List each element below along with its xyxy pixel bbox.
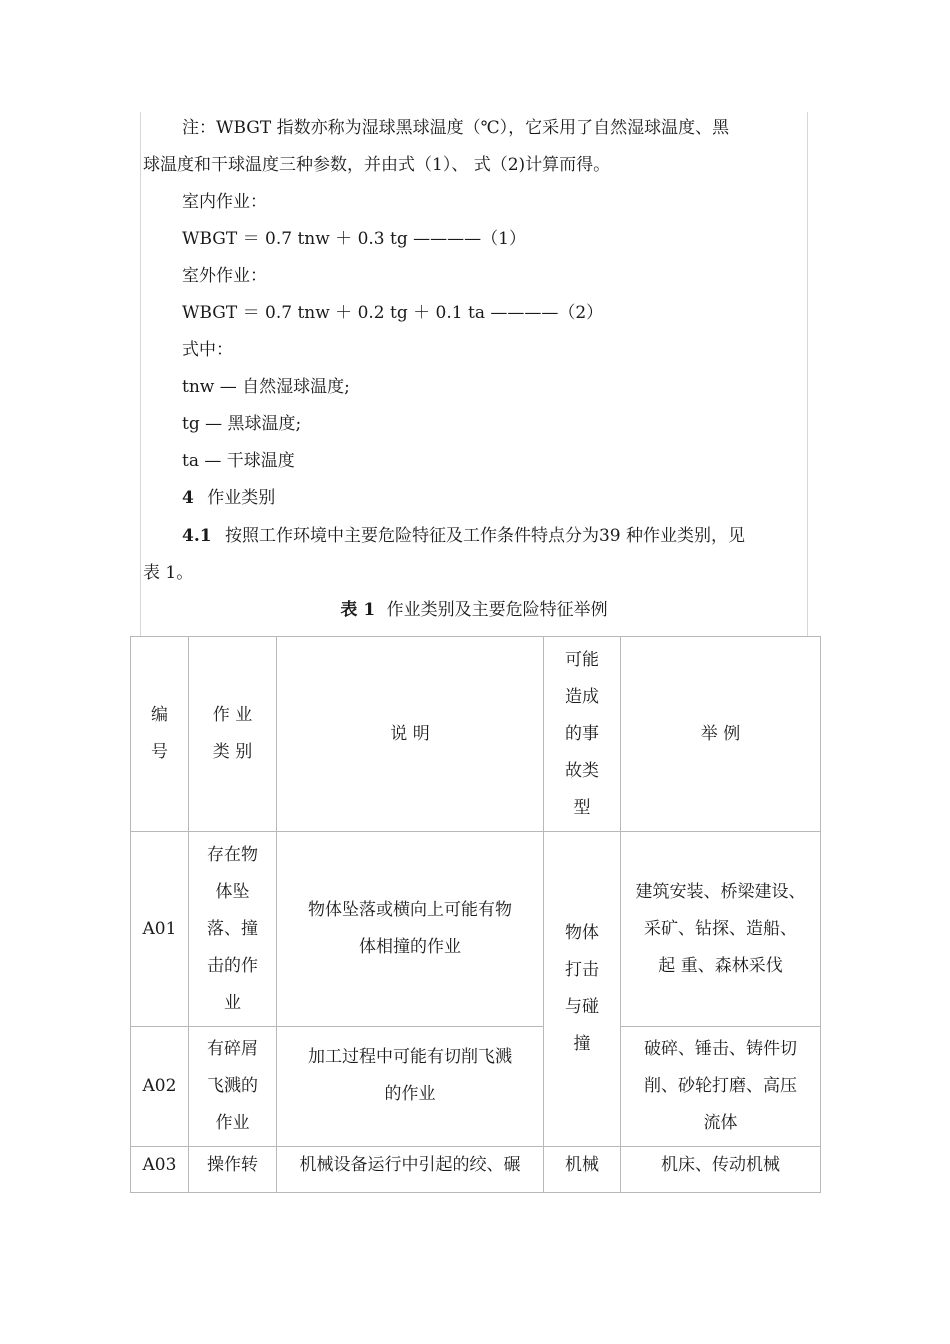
table-row: [131, 832, 821, 1027]
cell-category: 有碎屑 飞溅的 作业: [189, 1027, 277, 1147]
note-line-1: 注：WBGT 指数亦称为湿球黑球温度（℃），它采用了自然湿球温度、黑: [182, 118, 730, 138]
text-frame: [140, 112, 808, 636]
cell-description: 机械设备运行中引起的绞、碾: [277, 1147, 544, 1193]
section-heading: [182, 488, 275, 508]
outdoor-label: 室外作业：: [182, 266, 267, 286]
cell-code: A02: [131, 1027, 189, 1147]
cell-accident: 物体 打击 与碰 撞: [544, 832, 621, 1147]
definition-tg: tg — 黑球温度;: [182, 414, 302, 434]
section-number: 4: [182, 488, 194, 508]
cell-example: 破碎、锤击、铸件切 削、砂轮打磨、高压 流体: [621, 1027, 821, 1147]
cell-example: 建筑安装、桥梁建设、 采矿、钻探、造船、 起 重、森林采伐: [621, 832, 821, 1027]
subsection-text: 按照工作环境中主要危险特征及工作条件特点分为39 种作业类别，见: [224, 526, 746, 546]
table-caption-number: 表 1: [340, 600, 376, 620]
work-category-table: [130, 636, 821, 1193]
table-header-row: [131, 637, 821, 832]
subsection-line-2: 表 1。: [143, 563, 194, 583]
cell-category: 存在物 体坠 落、撞 击的作 业: [189, 832, 277, 1027]
table-row: [131, 1027, 821, 1147]
definition-tnw: tnw — 自然湿球温度;: [182, 377, 350, 397]
note-line-2: 球温度和干球温度三种参数，并由式（1）、 式（2)计算而得。: [143, 155, 611, 175]
subsection-line-1: [182, 526, 745, 546]
section-title: 作业类别: [207, 488, 276, 508]
formula-indoor: WBGT ＝ 0.7 tnw ＋ 0.3 tg ————（1）: [182, 229, 526, 249]
cell-description: 物体坠落或横向上可能有物 体相撞的作业: [277, 832, 544, 1027]
header-code: 编 号: [131, 637, 189, 832]
indoor-label: 室内作业：: [182, 192, 267, 212]
subsection-number: 4.1: [182, 526, 212, 546]
header-category: 作 业 类 别: [189, 637, 277, 832]
formula-outdoor: WBGT ＝ 0.7 tnw ＋ 0.2 tg ＋ 0.1 ta ————（2）: [182, 303, 604, 323]
where-label: 式中：: [182, 340, 233, 360]
cell-example: 机床、传动机械: [621, 1147, 821, 1193]
cell-accident: 机械: [544, 1147, 621, 1193]
definition-ta: ta — 干球温度: [182, 451, 295, 471]
table-caption-title: 作业类别及主要危险特征举例: [386, 600, 608, 620]
cell-category: 操作转: [189, 1147, 277, 1193]
header-example: 举 例: [621, 637, 821, 832]
cell-code: A01: [131, 832, 189, 1027]
table-row: [131, 1147, 821, 1193]
header-description: 说 明: [277, 637, 544, 832]
table-caption: [140, 599, 808, 621]
cell-description: 加工过程中可能有切削飞溅 的作业: [277, 1027, 544, 1147]
header-accident: 可能 造成 的事 故类 型: [544, 637, 621, 832]
cell-code: A03: [131, 1147, 189, 1193]
